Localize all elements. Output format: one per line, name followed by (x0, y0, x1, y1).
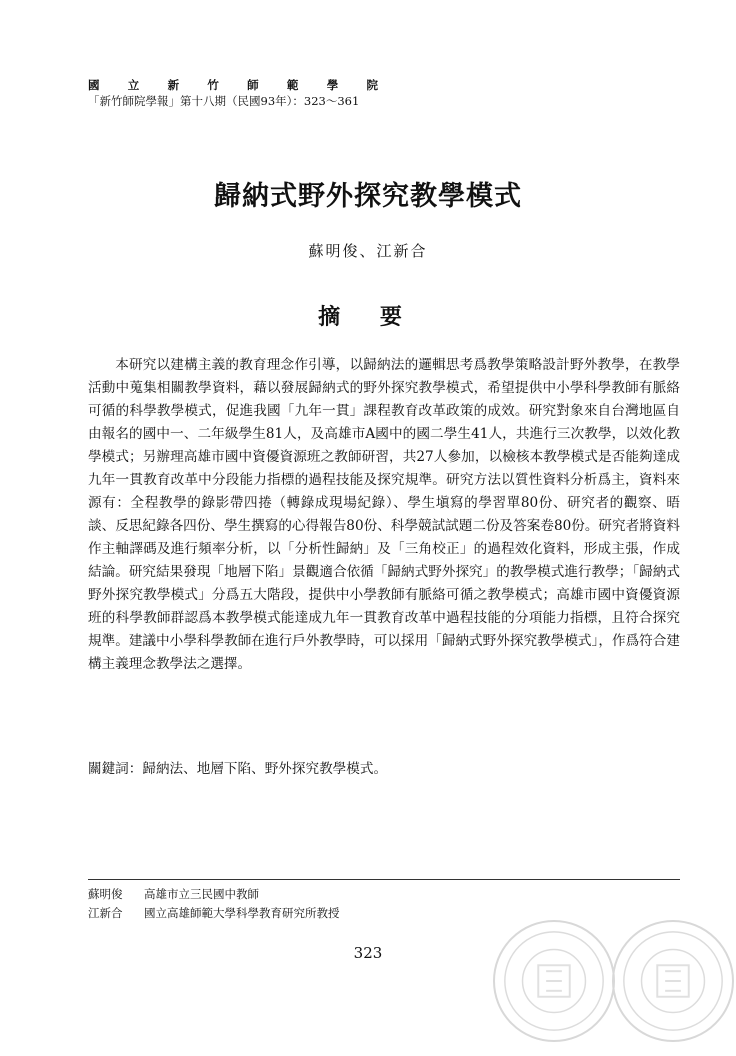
footnote-author: 江新合 (88, 906, 123, 920)
keywords: 關鍵詞：歸納法、地層下陷、野外探究教學模式。 (88, 761, 388, 777)
footnote-author: 蘇明俊 (88, 887, 123, 901)
institution-char: 新 (167, 78, 180, 92)
footnote-affiliation: 國立高雄師範大學科學教育研究所教授 (144, 906, 340, 920)
seal-icon (495, 922, 613, 1040)
abstract-heading: 摘 要 (318, 304, 418, 330)
author-names: 蘇明俊、江新合 (308, 242, 428, 260)
paper-title: 歸納式野外探究教學模式 (214, 181, 522, 212)
page-number: 323 (353, 944, 383, 962)
running-header (88, 78, 388, 109)
institution-char: 院 (366, 78, 378, 92)
author-footnotes (88, 885, 680, 923)
footnote-row (88, 904, 680, 923)
institution-char: 國 (88, 78, 100, 92)
institution-char: 學 (326, 78, 339, 92)
journal-citation: 「新竹師院學報」第十八期（民國93年）：323～361 (88, 94, 360, 108)
footnote-affiliation: 高雄市立三民國中教師 (144, 887, 259, 901)
institution-char: 立 (127, 78, 140, 92)
library-seal-watermark (612, 920, 734, 1042)
footnote-row (88, 885, 680, 904)
institution-char: 師 (247, 78, 259, 92)
institution-char: 範 (286, 78, 299, 92)
footnote-divider (88, 879, 680, 880)
abstract-text: 本研究以建構主義的教育理念作引導，以歸納法的邏輯思考爲教學策略設計野外教學，在教學活動中蒐集相關教學資料，藉以發展歸納式的野外探究教學模式，希望提供中小學科學教師有脈絡可循的科學教學模式，促進我國「九年一貫」課程教育改革政策的成效。研究對象來自台灣地區自由報名的國中一、二年級學生81人，及高雄市A國中的國二學生41人，共進行三次教學，以效化教學模式；另辦理高雄市國中資優資源班之教師研習，共27人參加，以檢核本教學模式是否能夠達成九年一貫教育改革中分段能力指標的過程技能及探究規準。研究方法以質性資料分析爲主，資料來源有：全程教學的錄影帶四捲（轉錄成現場紀錄）、學生塡寫的學習單80份、研究者的觀察、晤談、反思紀錄各四份、學生撰寫的心得報告80份、科學競試試題二份及答案卷80份。研究者將資料作主軸譯碼及進行頻率分析，以「分析性歸納」及「三角校正」的過程效化資料，形成主張，作成結論。研究結果發現「地層下陷」景觀適合依循「歸納式野外探究」的教學模式進行教學；「歸納式野外探究教學模式」分爲五大階段，提供中小學教師有脈絡可循之教學模式；高雄市國中資優資源班的科學教師群認爲本教學模式能達成九年一貫教育改革中過程技能的分項能力指標，且符合探究規準。建議中小學科學教師在進行戶外教學時，可以採用「歸納式野外探究教學模式」，作爲符合建構主義理念教學法之選擇。 (88, 357, 680, 672)
seal-icon (614, 922, 732, 1040)
institution-name (88, 78, 378, 92)
library-seal-watermark (493, 920, 615, 1042)
institution-char: 竹 (207, 78, 219, 92)
